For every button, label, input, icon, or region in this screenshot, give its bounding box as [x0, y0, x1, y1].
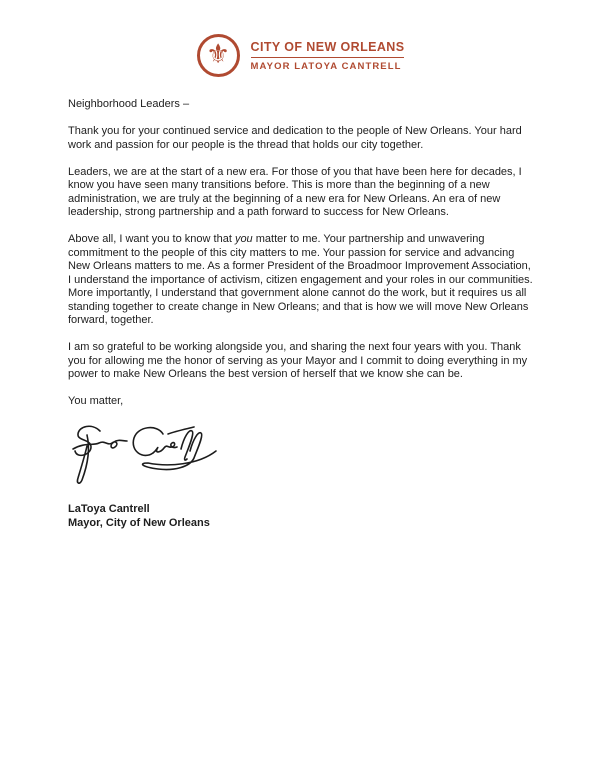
fleur-de-lis-glyph: ⚜	[205, 39, 231, 69]
letterhead	[68, 34, 533, 77]
emphasized-word: you	[234, 233, 253, 245]
letter-paragraph: I am so grateful to be working alongside you, and sharing the next four years with you. Thank you for allowing me the honor of serving as your Mayor and I commit to doing everything in my power to make New Orleans the best version of herself that we know she can be.	[68, 341, 528, 380]
letter-paragraph: Leaders, we are at the start of a new era. For those of you that have been here for decades, I know you have seen many transitions before. This is more than the beginning of a new administration, we are truly at the beginning of a new era for New Orleans. An era of new leadership, strong partnership and a path forward to success for New Orleans.	[68, 165, 522, 218]
wordmark-divider	[251, 57, 405, 58]
signer-title: Mayor, City of New Orleans	[68, 516, 210, 529]
paragraph-text: matter to me. Your partnership and unwavering commitment to the people of this city matters to me. Your passion for service and advancing New Orleans matters to me. As a former President of the Broadmoor Improvement Association, I understand the importance of activism, citizen engagement and your roles in our communities. More importantly, I understand that government alone cannot do the work, but it requires us all standing together to create change in New Orleans; and that is how we will move New Orleans forward, together.	[68, 233, 533, 326]
signature-block	[68, 503, 533, 530]
paragraph-text: Above all, I want you to know that	[68, 233, 235, 245]
letterhead-wordmark	[251, 40, 405, 72]
signature-svg	[66, 422, 224, 494]
signature-handwriting	[66, 422, 533, 494]
fleur-de-lis-seal-icon	[197, 34, 240, 77]
letter-paragraph	[68, 233, 533, 328]
closing-line: You matter,	[68, 395, 124, 407]
letter-paragraph: Thank you for your continued service and dedication to the people of New Orleans. Your hard work and passion for our people is the thread that holds our city together.	[68, 125, 522, 151]
salutation: Neighborhood Leaders –	[68, 98, 190, 110]
org-name: CITY OF NEW ORLEANS	[250, 39, 405, 54]
signer-name: LaToya Cantrell	[68, 503, 150, 515]
org-subtitle: MAYOR LATOYA CANTRELL	[250, 60, 402, 72]
letter-body	[68, 98, 533, 530]
